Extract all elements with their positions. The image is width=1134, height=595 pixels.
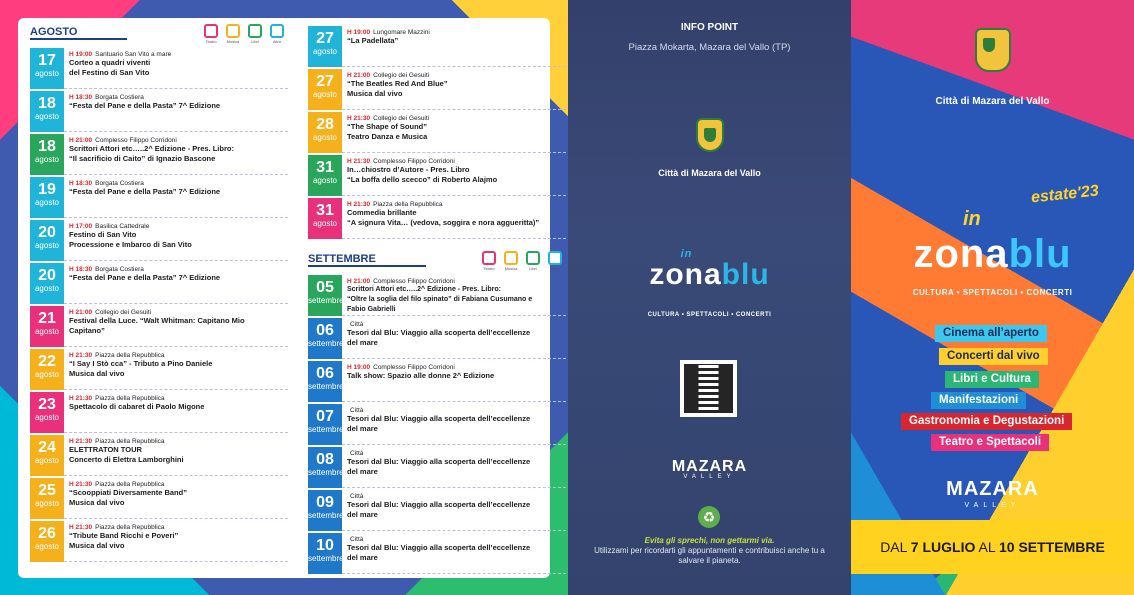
event-title-line: del mare bbox=[347, 424, 378, 433]
event-title-line: Festival della Luce. “Walt Whitman: Capitano Mio bbox=[69, 316, 245, 325]
event-info bbox=[342, 318, 566, 359]
event-date bbox=[30, 263, 64, 304]
event-time: H 21:30 bbox=[69, 524, 93, 531]
event-time-place bbox=[69, 481, 283, 488]
event-time: H 21:30 bbox=[69, 352, 93, 359]
event-title-line: Scrittori Attori etc…..2^ Edizione - Pres. Libro: bbox=[347, 286, 501, 293]
event-row bbox=[30, 478, 288, 519]
event-title-line: “Festa del Pane e della Pasta” 7^ Edizione bbox=[69, 187, 221, 196]
event-month: agosto bbox=[312, 90, 338, 99]
event-title-line: Talk show: Spazio alle donne 2^ Edizione bbox=[347, 371, 495, 380]
cover-valley-text: VALLEY bbox=[964, 502, 1021, 509]
event-title-line: del mare bbox=[347, 510, 378, 519]
event-time-place bbox=[347, 450, 561, 457]
event-month: agosto bbox=[312, 47, 338, 56]
legend-item bbox=[482, 251, 496, 271]
event-title-line: Musica dal vivo bbox=[69, 541, 125, 550]
event-time-place bbox=[347, 493, 561, 500]
event-time-place bbox=[347, 29, 561, 36]
city-crest-icon bbox=[975, 28, 1011, 72]
event-time-place bbox=[69, 438, 283, 445]
event-day: 06 bbox=[316, 322, 334, 339]
event-place: Piazza della Repubblica bbox=[95, 481, 165, 488]
qr-code-icon[interactable] bbox=[680, 360, 737, 417]
event-list-agosto bbox=[30, 48, 288, 562]
event-time-place bbox=[69, 352, 283, 359]
event-day: 28 bbox=[316, 116, 334, 133]
event-list-agosto-cont bbox=[308, 18, 566, 239]
event-month: settembre bbox=[308, 296, 344, 305]
event-title-line: ELETTRATON TOUR bbox=[69, 445, 142, 454]
event-month: settembre bbox=[308, 511, 344, 520]
city-name: Città di Mazara del Vallo bbox=[658, 168, 761, 178]
event-title-line: “Tribute Band Ricchi e Poveri” bbox=[69, 531, 179, 540]
event-title-line: “Scooppiati Diversamente Band” bbox=[69, 488, 187, 497]
cover-tagline: CULTURA • SPETTACOLI • CONCERTI bbox=[912, 288, 1073, 297]
event-row bbox=[30, 48, 288, 89]
event-time: H 21:00 bbox=[69, 137, 93, 144]
month-header-agosto bbox=[30, 18, 288, 48]
event-place: Santuario San Vito a mare bbox=[95, 51, 172, 58]
event-day: 07 bbox=[316, 408, 334, 425]
event-row bbox=[30, 134, 288, 175]
legend-item bbox=[226, 24, 240, 44]
event-time: H 18:30 bbox=[69, 94, 93, 101]
event-date bbox=[30, 91, 64, 132]
event-title-line: del Festino di San Vito bbox=[69, 68, 150, 77]
event-row bbox=[308, 275, 566, 316]
event-date bbox=[30, 392, 64, 433]
legend-label: Musica bbox=[504, 266, 518, 271]
event-title-line: “Oltre la soglia del filo spinato” di Fabiana Cusumano e bbox=[347, 296, 533, 303]
event-row bbox=[30, 306, 288, 347]
category-item: Cinema all’aperto bbox=[935, 325, 1047, 342]
event-info bbox=[342, 447, 566, 488]
legend-label: Musica bbox=[226, 39, 240, 44]
event-date bbox=[308, 404, 342, 445]
event-month: agosto bbox=[34, 499, 60, 508]
legend-item bbox=[270, 24, 284, 44]
event-place: Complesso Filippo Corridoni bbox=[373, 364, 455, 371]
event-place: Collegio dei Gesuiti bbox=[373, 115, 430, 122]
mazara-valley-logo: MAZARA bbox=[671, 458, 748, 475]
event-title-line: “A signura Vita… (vedova, soggira e nora aggueritta)” bbox=[347, 218, 540, 227]
event-title-line: “Festa del Pane e della Pasta” 7^ Edizione bbox=[69, 101, 221, 110]
month-title: SETTEMBRE bbox=[308, 253, 426, 267]
legend-item bbox=[248, 24, 262, 44]
event-row bbox=[308, 69, 566, 110]
event-day: 10 bbox=[316, 537, 334, 554]
event-place: Borgata Costiera bbox=[95, 94, 144, 101]
event-title-line: del mare bbox=[347, 467, 378, 476]
event-date bbox=[30, 48, 64, 89]
event-month: settembre bbox=[308, 554, 344, 563]
event-place: Borgata Costiera bbox=[95, 266, 144, 273]
event-row bbox=[30, 435, 288, 476]
event-info bbox=[64, 392, 288, 433]
event-info bbox=[342, 533, 566, 574]
dates-end: 10 SETTEMBRE bbox=[998, 539, 1105, 555]
cover-panel bbox=[851, 0, 1134, 595]
event-info bbox=[342, 275, 566, 316]
event-date bbox=[30, 220, 64, 261]
event-day: 25 bbox=[38, 482, 56, 499]
event-date bbox=[30, 521, 64, 562]
event-title-line: Musica dal vivo bbox=[69, 498, 125, 507]
event-date bbox=[30, 306, 64, 347]
event-date bbox=[308, 112, 342, 153]
event-row bbox=[308, 447, 566, 488]
event-month: agosto bbox=[312, 176, 338, 185]
event-date bbox=[30, 478, 64, 519]
event-month: agosto bbox=[34, 155, 60, 164]
event-title-line: In…chiostro d’Autore - Pres. Libro bbox=[347, 165, 470, 174]
category-legend bbox=[204, 24, 284, 44]
event-day: 21 bbox=[38, 310, 56, 327]
event-title-line: Tesori dal Blu: Viaggio alla scoperta dell’eccellenze bbox=[347, 414, 531, 423]
cover-zona-blu-logo bbox=[851, 232, 1134, 277]
event-time: H 18:30 bbox=[69, 180, 93, 187]
event-day: 05 bbox=[316, 279, 334, 296]
event-day: 26 bbox=[38, 525, 56, 542]
logo-tagline: CULTURA • SPETTACOLI • CONCERTI bbox=[647, 312, 772, 318]
cover-logo-blu: blu bbox=[1008, 232, 1072, 276]
event-title-line: “La Padellata” bbox=[347, 36, 399, 45]
event-month: settembre bbox=[308, 339, 344, 348]
event-day: 17 bbox=[38, 52, 56, 69]
event-date bbox=[308, 361, 342, 402]
event-place: Collegio dei Gesuiti bbox=[95, 309, 152, 316]
event-place: Piazza della Repubblica bbox=[95, 524, 165, 531]
logo-in: in bbox=[680, 248, 693, 260]
event-place: Complesso Filippo Corridoni bbox=[373, 278, 455, 285]
event-info bbox=[342, 198, 566, 239]
event-time: H 19:00 bbox=[69, 51, 93, 58]
event-time-place bbox=[347, 115, 561, 122]
event-time-place bbox=[69, 309, 283, 316]
event-date bbox=[308, 198, 342, 239]
event-place: Collegio dei Gesuiti bbox=[373, 72, 430, 79]
event-title-line: Tesori dal Blu: Viaggio alla scoperta dell’eccellenze bbox=[347, 543, 531, 552]
event-date bbox=[308, 447, 342, 488]
event-list-settembre bbox=[308, 275, 566, 574]
event-info bbox=[342, 361, 566, 402]
event-row bbox=[308, 198, 566, 239]
event-row bbox=[30, 349, 288, 390]
event-time-place bbox=[69, 266, 283, 273]
event-day: 27 bbox=[316, 73, 334, 90]
event-time: H 21:00 bbox=[69, 309, 93, 316]
event-day: 31 bbox=[316, 159, 334, 176]
event-info bbox=[64, 349, 288, 390]
event-title-line: “I Say I Stò cca” - Tributo a Pino Daniele bbox=[69, 359, 213, 368]
legend-item bbox=[204, 24, 218, 44]
info-point-title: INFO POINT bbox=[680, 22, 739, 33]
event-title-line: Fabio Gabrielli bbox=[347, 306, 396, 313]
event-row bbox=[30, 263, 288, 304]
event-month: agosto bbox=[312, 219, 338, 228]
event-date bbox=[308, 155, 342, 196]
event-place: Basilica Cattedrale bbox=[95, 223, 150, 230]
event-info bbox=[64, 177, 288, 218]
event-info bbox=[64, 220, 288, 261]
event-title-line: Musica dal vivo bbox=[347, 89, 403, 98]
eco-title: Evita gli sprechi, non gettarmi via. bbox=[644, 536, 775, 545]
event-info bbox=[342, 490, 566, 531]
event-day: 23 bbox=[38, 396, 56, 413]
legend-label: Libri bbox=[529, 266, 537, 271]
event-day: 19 bbox=[38, 181, 56, 198]
event-info bbox=[64, 134, 288, 175]
event-info bbox=[64, 48, 288, 89]
event-title-line: Scrittori Attori etc…..2^ Edizione - Pres. Libro: bbox=[69, 144, 234, 153]
event-title-line: Festino di San Vito bbox=[69, 230, 137, 239]
event-place: Piazza della Repubblica bbox=[95, 395, 165, 402]
event-day: 27 bbox=[316, 30, 334, 47]
dates-al: AL bbox=[978, 539, 996, 555]
event-time-place bbox=[69, 94, 283, 101]
info-point-address: Piazza Mokarta, Mazara del Vallo (TP) bbox=[628, 42, 791, 53]
event-info bbox=[64, 306, 288, 347]
event-title-line: Spettacolo di cabaret di Paolo Migone bbox=[69, 402, 205, 411]
event-row bbox=[30, 392, 288, 433]
category-item: Teatro e Spettacoli bbox=[931, 434, 1049, 451]
cover-city-name: Città di Mazara del Vallo bbox=[935, 96, 1050, 107]
event-month: settembre bbox=[308, 468, 344, 477]
event-date bbox=[30, 435, 64, 476]
event-date bbox=[308, 275, 342, 316]
event-day: 24 bbox=[38, 439, 56, 456]
event-info bbox=[64, 91, 288, 132]
event-row bbox=[308, 318, 566, 359]
event-month: agosto bbox=[312, 133, 338, 142]
event-row bbox=[308, 155, 566, 196]
category-item: Libri e Cultura bbox=[945, 371, 1039, 388]
legend-label: Altro bbox=[550, 266, 560, 271]
event-time: H 21:00 bbox=[347, 278, 371, 285]
event-row bbox=[30, 521, 288, 562]
event-title-line: Teatro Danza e Musica bbox=[347, 132, 428, 141]
event-title-line: “The Beatles Red And Blue” bbox=[347, 79, 448, 88]
cover-mazara-logo: MAZARA bbox=[946, 478, 1039, 500]
legend-swatch bbox=[482, 251, 496, 265]
event-time-place bbox=[347, 407, 561, 414]
legend-label: Teatro bbox=[483, 266, 495, 271]
event-title-line: “The Shape of Sound” bbox=[347, 122, 427, 131]
eco-text: Utilizzami per ricordarti gli appuntamenti e contribuisci anche tu a salvare il pianeta. bbox=[594, 546, 825, 565]
event-time-place bbox=[69, 524, 283, 531]
event-row bbox=[30, 177, 288, 218]
dates-start: 7 LUGLIO bbox=[910, 539, 976, 555]
event-info bbox=[342, 112, 566, 153]
legend-label: Altro bbox=[272, 39, 282, 44]
event-time: H 17:00 bbox=[69, 223, 93, 230]
event-place: Città bbox=[350, 536, 364, 543]
event-time-place bbox=[347, 278, 561, 285]
event-info bbox=[342, 155, 566, 196]
event-day: 18 bbox=[38, 138, 56, 155]
program-column-right bbox=[308, 18, 566, 576]
event-month: agosto bbox=[34, 284, 60, 293]
legend-swatch bbox=[504, 251, 518, 265]
event-date bbox=[308, 26, 342, 67]
legend-swatch bbox=[248, 24, 262, 38]
event-day: 09 bbox=[316, 494, 334, 511]
event-title-line: “La boffa dello scecco” di Roberto Alajmo bbox=[347, 175, 498, 184]
event-date bbox=[308, 533, 342, 574]
event-time: H 21:30 bbox=[347, 115, 371, 122]
program-sheet bbox=[18, 18, 560, 578]
legend-swatch bbox=[204, 24, 218, 38]
event-title-line: Musica dal vivo bbox=[69, 369, 125, 378]
city-crest-icon bbox=[696, 118, 724, 152]
event-time: H 18:30 bbox=[69, 266, 93, 273]
event-day: 31 bbox=[316, 202, 334, 219]
event-month: agosto bbox=[34, 413, 60, 422]
event-date bbox=[30, 177, 64, 218]
event-info bbox=[64, 521, 288, 562]
event-title-line: Commedia brillante bbox=[347, 208, 417, 217]
event-title-line: “Il sacrificio di Caito” di Ignazio Bascone bbox=[69, 154, 216, 163]
event-title-line: Concerto di Elettra Lamborghini bbox=[69, 455, 184, 464]
event-time-place bbox=[69, 51, 283, 58]
back-panel bbox=[568, 0, 851, 595]
event-day: 06 bbox=[316, 365, 334, 382]
category-item: Gastronomia e Degustazioni bbox=[901, 413, 1072, 430]
event-time-place bbox=[69, 180, 283, 187]
legend-label: Teatro bbox=[205, 39, 217, 44]
event-day: 08 bbox=[316, 451, 334, 468]
event-time-place bbox=[69, 395, 283, 402]
event-month: agosto bbox=[34, 198, 60, 207]
event-title-line: Processione e Imbarco di San Vito bbox=[69, 240, 192, 249]
event-place: Città bbox=[350, 321, 364, 328]
dates-dal: DAL bbox=[880, 539, 907, 555]
event-time-place bbox=[347, 201, 561, 208]
event-title-line: Capitano” bbox=[69, 326, 105, 335]
event-day: 18 bbox=[38, 95, 56, 112]
event-info bbox=[342, 404, 566, 445]
event-month: agosto bbox=[34, 69, 60, 78]
event-date bbox=[30, 349, 64, 390]
event-date bbox=[308, 69, 342, 110]
event-time: H 21:30 bbox=[69, 438, 93, 445]
event-time: H 21:00 bbox=[347, 72, 371, 79]
event-time-place bbox=[347, 72, 561, 79]
zona-blu-logo bbox=[568, 248, 851, 290]
event-month: agosto bbox=[34, 327, 60, 336]
month-title: AGOSTO bbox=[30, 26, 127, 40]
event-row bbox=[308, 490, 566, 531]
event-month: agosto bbox=[34, 112, 60, 121]
cover-logo-zona: zona bbox=[913, 232, 1009, 276]
event-place: Città bbox=[350, 493, 364, 500]
event-title-line: del mare bbox=[347, 338, 378, 347]
festival-dates bbox=[851, 520, 1134, 574]
event-time: H 19:00 bbox=[347, 364, 371, 371]
legend-item bbox=[504, 251, 518, 271]
event-info bbox=[64, 478, 288, 519]
event-time-place bbox=[69, 223, 283, 230]
event-place: Piazza della Repubblica bbox=[95, 352, 165, 359]
event-row bbox=[30, 220, 288, 261]
event-time: H 21:30 bbox=[69, 481, 93, 488]
logo-blu: blu bbox=[721, 258, 770, 291]
event-info bbox=[342, 69, 566, 110]
event-info bbox=[64, 263, 288, 304]
valley-text: VALLEY bbox=[683, 474, 736, 480]
event-time-place bbox=[347, 321, 561, 328]
category-item: Concerti dal vivo bbox=[939, 348, 1048, 365]
event-place: Città bbox=[350, 407, 364, 414]
event-month: agosto bbox=[34, 542, 60, 551]
cover-in: in bbox=[963, 208, 981, 230]
event-day: 20 bbox=[38, 267, 56, 284]
event-place: Piazza della Repubblica bbox=[373, 201, 443, 208]
event-row bbox=[308, 26, 566, 67]
event-time: H 21:30 bbox=[347, 201, 371, 208]
event-place: Complesso Filippo Corridoni bbox=[95, 137, 177, 144]
event-row bbox=[30, 91, 288, 132]
event-time: H 19:00 bbox=[347, 29, 371, 36]
event-title-line: del mare bbox=[347, 553, 378, 562]
event-time-place bbox=[347, 158, 561, 165]
event-place: Città bbox=[350, 450, 364, 457]
logo-zona: zona bbox=[649, 258, 722, 291]
legend-swatch bbox=[226, 24, 240, 38]
event-time: H 21:30 bbox=[347, 158, 371, 165]
event-time-place bbox=[347, 364, 561, 371]
event-place: Borgata Costiera bbox=[95, 180, 144, 187]
event-info bbox=[342, 26, 566, 67]
event-month: settembre bbox=[308, 382, 344, 391]
event-month: settembre bbox=[308, 425, 344, 434]
event-row bbox=[308, 404, 566, 445]
program-column-left bbox=[30, 18, 288, 564]
estate-label: estate'23 bbox=[1030, 182, 1100, 207]
recycle-icon: ♻ bbox=[698, 506, 720, 528]
event-date bbox=[30, 134, 64, 175]
event-row bbox=[308, 361, 566, 402]
event-title-line: “Festa del Pane e della Pasta” 7^ Edizione bbox=[69, 273, 221, 282]
event-month: agosto bbox=[34, 370, 60, 379]
event-row bbox=[308, 533, 566, 574]
event-time-place bbox=[69, 137, 283, 144]
legend-label: Libri bbox=[251, 39, 259, 44]
event-title-line: Tesori dal Blu: Viaggio alla scoperta dell’eccellenze bbox=[347, 457, 531, 466]
event-title-line: Tesori dal Blu: Viaggio alla scoperta dell’eccellenze bbox=[347, 500, 531, 509]
event-info bbox=[64, 435, 288, 476]
legend-swatch bbox=[270, 24, 284, 38]
event-place: Lungomare Mazzini bbox=[373, 29, 430, 36]
event-title-line: Tesori dal Blu: Viaggio alla scoperta dell’eccellenze bbox=[347, 328, 531, 337]
event-place: Piazza della Repubblica bbox=[95, 438, 165, 445]
event-day: 22 bbox=[38, 353, 56, 370]
event-month: agosto bbox=[34, 456, 60, 465]
event-time: H 21:30 bbox=[69, 395, 93, 402]
event-place: Complesso Filippo Corridoni bbox=[373, 158, 455, 165]
event-date bbox=[308, 318, 342, 359]
event-date bbox=[308, 490, 342, 531]
event-month: agosto bbox=[34, 241, 60, 250]
event-row bbox=[308, 112, 566, 153]
category-item: Manifestazioni bbox=[931, 392, 1026, 409]
event-title-line: Corteo a quadri viventi bbox=[69, 58, 151, 67]
event-time-place bbox=[347, 536, 561, 543]
event-day: 20 bbox=[38, 224, 56, 241]
